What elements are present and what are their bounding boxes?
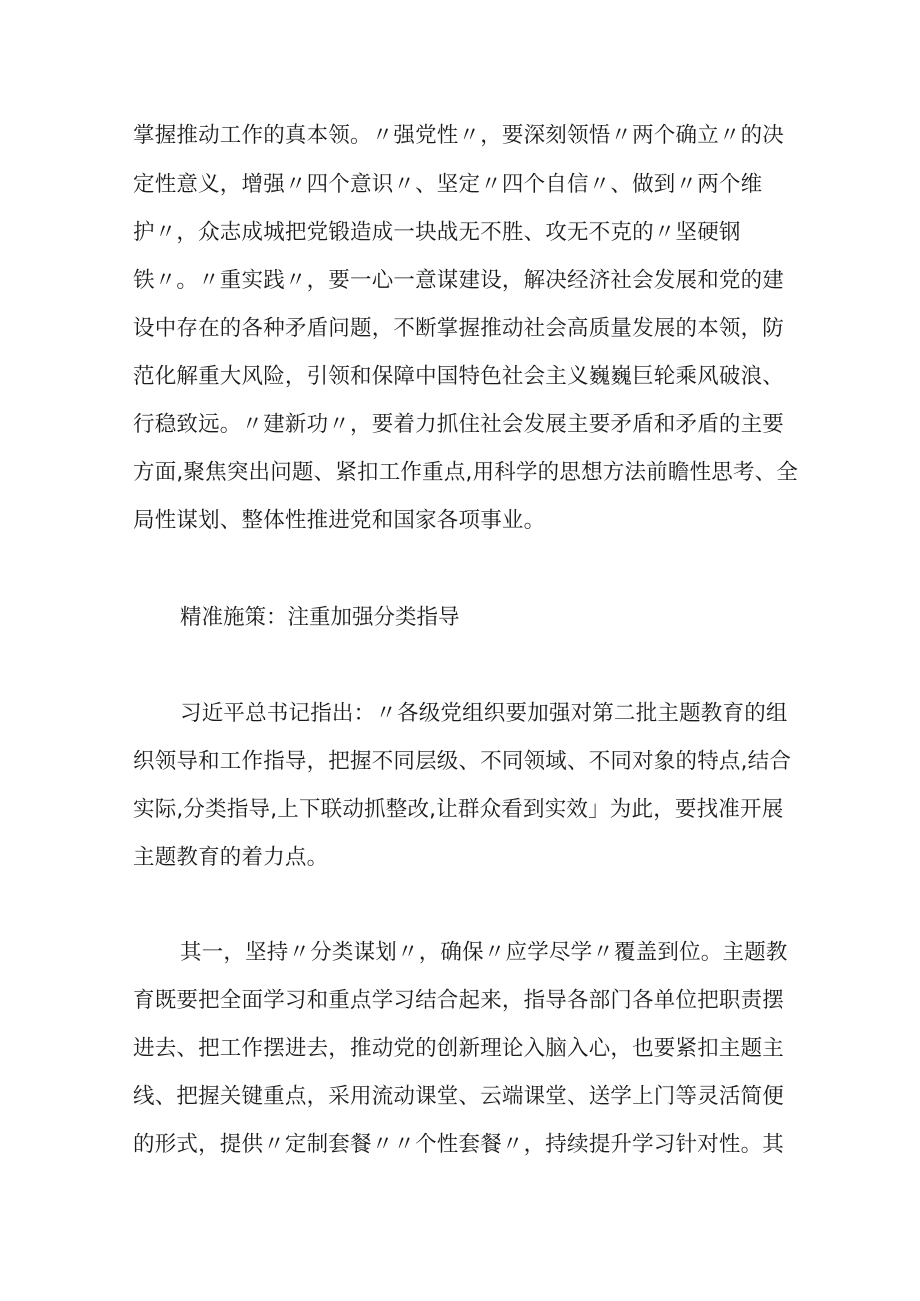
section-heading: 精准施策：注重加强分类指导	[180, 605, 460, 630]
paragraph-line: 铁〃。〃重实践〃，要一心一意谋建设，解决经济社会发展和党的建	[133, 268, 785, 293]
paragraph-line: 实际,分类指导,上下联动抓整改,让群众看到实效」为此，要找准开展	[133, 797, 784, 822]
paragraph-line: 习近平总书记指出：〃各级党组织要加强对第二批主题教育的组	[180, 701, 788, 726]
paragraph-line: 的形式，提供〃定制套餐〃〃个性套餐〃，持续提升学习针对性。其	[133, 1132, 785, 1157]
paragraph-line: 线、把握关键重点，采用流动课堂、云端课堂、送学上门等灵活简便	[133, 1084, 785, 1109]
paragraph-line: 局性谋划、整体性推进党和国家各项事业。	[133, 508, 546, 533]
paragraph-line: 主题教育的着力点。	[133, 845, 329, 870]
paragraph-line: 织领导和工作指导，把握不同层级、不同领域、不同对象的特点,结合	[133, 749, 792, 774]
paragraph-line: 进去、把工作摆进去，推动党的创新理论入脑入心，也要紧扣主题主	[133, 1036, 785, 1061]
paragraph-line: 护〃，众志成城把党锻造成一块战无不胜、攻无不克的〃坚硬钢	[133, 220, 741, 245]
paragraph-line: 设中存在的各种矛盾问题，不断掌握推动社会高质量发展的本领，防	[133, 316, 785, 341]
paragraph-line: 行稳致远。〃建新功〃，要着力抓住社会发展主要矛盾和矛盾的主要	[133, 412, 785, 437]
paragraph-line: 其一，坚持〃分类谋划〃，确保〃应学尽学〃覆盖到位。主题教	[180, 940, 788, 965]
paragraph-line: 方面,聚焦突出问题、紧扣工作重点,用科学的思想方法前瞻性思考、全	[133, 460, 799, 485]
paragraph-line: 定性意义，增强〃四个意识〃、坚定〃四个自信〃、做到〃两个维	[133, 172, 763, 197]
paragraph-line: 范化解重大风险，引领和保障中国特色社会主义巍巍巨轮乘风破浪、	[133, 364, 785, 389]
paragraph-line: 育既要把全面学习和重点学习结合起来，指导各部门各单位把职责摆	[133, 988, 785, 1013]
paragraph-line: 掌握推动工作的真本领。〃强党性〃，要深刻领悟〃两个确立〃的决	[133, 123, 785, 148]
